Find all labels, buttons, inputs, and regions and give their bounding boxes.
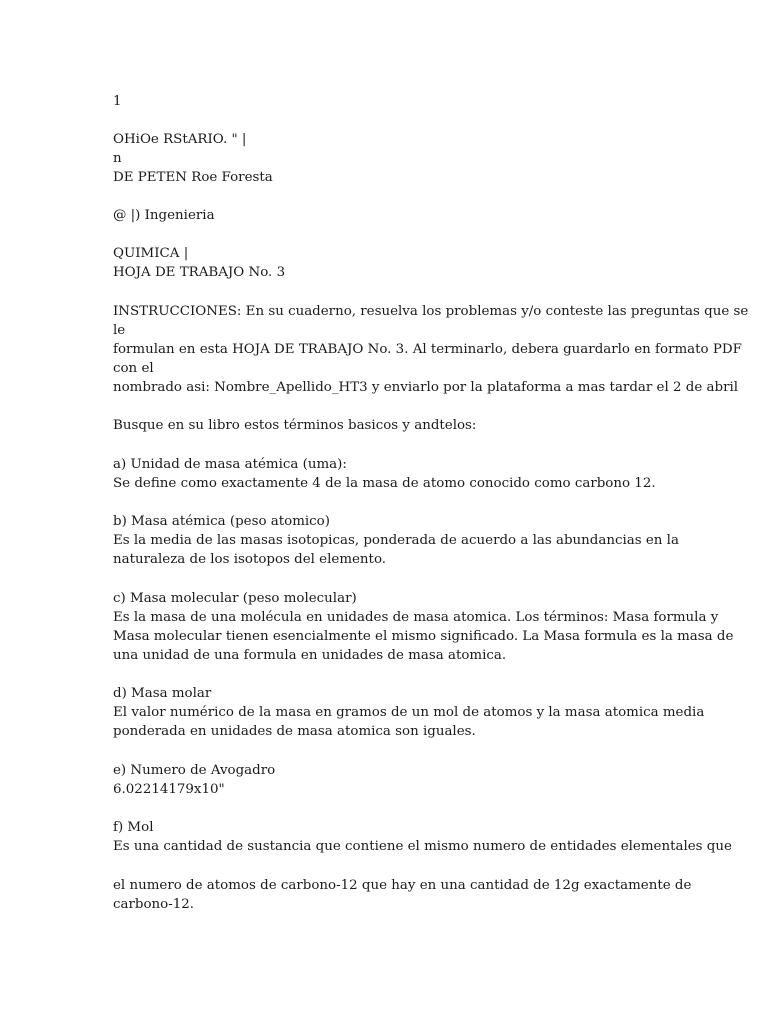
- item-d-title: d) Masa molar: [113, 686, 212, 701]
- item-f-text-1: Es una cantidad de sustancia que contiene el mismo numero de entidades elementales que: [113, 839, 732, 854]
- instructions-line-4: con el: [113, 361, 154, 376]
- worksheet-title: HOJA DE TRABAJO No. 3: [113, 265, 286, 280]
- header-line-4: @ |) Ingenieria: [113, 208, 215, 223]
- item-b-text-2: naturaleza de los isotopos del elemento.: [113, 552, 387, 567]
- item-d-text-2: ponderada en unidades de masa atomica son iguales.: [113, 724, 476, 739]
- item-b-text-1: Es la media de las masas isotopicas, ponderada de acuerdo a las abundancias en la: [113, 533, 679, 548]
- instructions-line-1: INSTRUCCIONES: En su cuaderno, resuelva los problemas y/o conteste las preguntas que se: [113, 304, 749, 319]
- item-c-title: c) Masa molecular (peso molecular): [113, 591, 357, 606]
- instructions-line-5: nombrado asi: Nombre_Apellido_HT3 y enviarlo por la plataforma a mas tardar el 2 de abril: [113, 380, 739, 395]
- intro-text: Busque en su libro estos términos basicos y andtelos:: [113, 418, 477, 433]
- header-line-5: QUIMICA |: [113, 246, 189, 261]
- item-b-title: b) Masa atémica (peso atomico): [113, 514, 330, 529]
- item-c-text-2: Masa molecular tienen esencialmente el mismo significado. La Masa formula es la masa de: [113, 629, 734, 644]
- item-f-text-3: carbono-12.: [113, 897, 195, 912]
- item-a-text: Se define como exactamente 4 de la masa de atomo conocido como carbono 12.: [113, 476, 656, 491]
- instructions-line-3: formulan en esta HOJA DE TRABAJO No. 3. Al terminarlo, debera guardarlo en formato PDF: [113, 342, 742, 357]
- header-line-3: DE PETEN Roe Foresta: [113, 170, 273, 185]
- instructions-line-2: le: [113, 323, 126, 338]
- item-f-title: f) Mol: [113, 820, 154, 835]
- item-c-text-1: Es la masa de una molécula en unidades de masa atomica. Los términos: Masa formula y: [113, 610, 719, 625]
- item-e-title: e) Numero de Avogadro: [113, 763, 276, 778]
- item-c-text-3: una unidad de una formula en unidades de masa atomica.: [113, 648, 507, 663]
- item-f-text-2: el numero de atomos de carbono-12 que hay en una cantidad de 12g exactamente de: [113, 878, 692, 893]
- header-line-1: OHiOe RStARIO. " |: [113, 132, 247, 147]
- item-e-text: 6.02214179x10": [113, 782, 225, 797]
- item-d-text-1: El valor numérico de la masa en gramos de un mol de atomos y la masa atomica media: [113, 705, 705, 720]
- header-line-2: n: [113, 151, 122, 166]
- item-a-title: a) Unidad de masa atémica (uma):: [113, 457, 347, 472]
- page-number: 1: [113, 94, 122, 109]
